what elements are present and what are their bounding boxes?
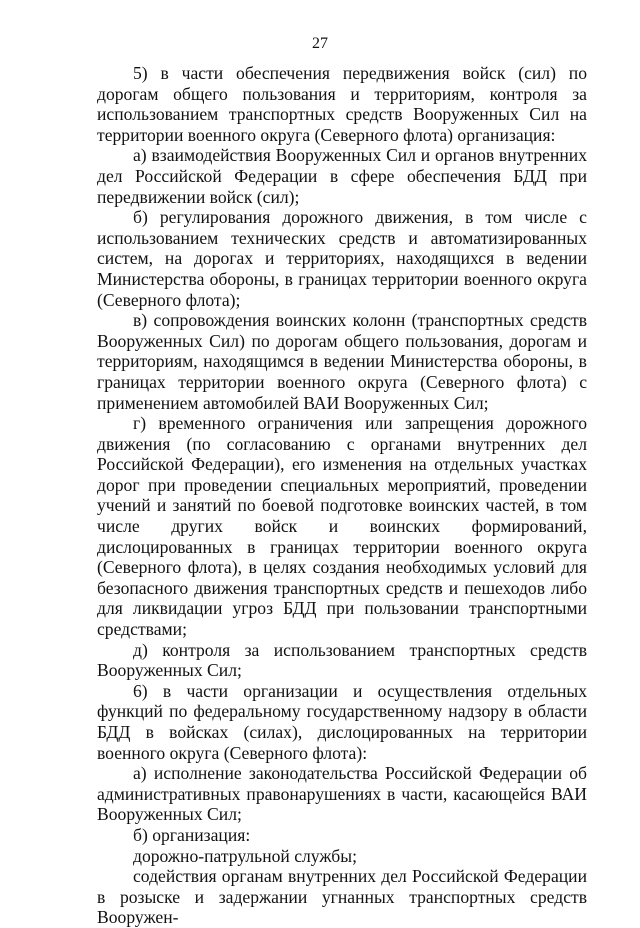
document-body: [97, 63, 587, 928]
paragraph-item-5v: в) сопровождения воинских колонн (транспортных средств Вооруженных Сил) по дорогам общего пользования, дорогам и территориям, находящимся в ведении Министерства обороны, в границах территории военного округа (Северного флота) с применением автомобилей ВАИ Вооруженных Сил;: [97, 310, 587, 413]
paragraph-item-6b: б) организация:: [133, 824, 251, 845]
paragraph-item-5a: а) взаимодействия Вооруженных Сил и органов внутренних дел Российской Федерации в сфере обеспечения БДД при передвижении войск (сил);: [97, 145, 587, 207]
paragraph-item-5b: б) регулирования дорожного движения, в том числе с использованием технических средств и автоматизированных систем, на дорогах и территориях, находящихся в ведении Министерства обороны, в границах территории военного округа (Северного флота);: [97, 207, 587, 310]
paragraph-item-5: 5) в части обеспечения передвижения войск (сил) по дорогам общего пользования и территориям, контроля за использованием транспортных средств Вооруженных Сил на территории военного округа (Северного флота) организация:: [97, 63, 587, 145]
paragraph-assistance: содействия органам внутренних дел Российской Федерации в розыске и задержании угнанных транспортных средств Вооружен-: [97, 866, 587, 928]
paragraph-item-5d: д) контроля за использованием транспортных средств Вооруженных Сил;: [97, 639, 587, 681]
paragraph-item-5g: г) временного ограничения или запрещения дорожного движения (по согласованию с органами внутренних дел Российской Федерации), его изменения на отдельных участках дорог при проведении специальных мероприятий, проведении учений и занятий по боевой подготовке воинских частей, в том числе других войск и воинских формирований, дислоцированных в границах территории военного округа (Северного флота), в целях создания необходимых условий для безопасного движения транспортных средств и пешеходов либо для ликвидации угроз БДД при пользовании транспортными средствами;: [97, 413, 587, 640]
paragraph-item-6: 6) в части организации и осуществления отдельных функций по федеральному государственному надзору в области БДД в войсках (силах), дислоцированных на территории военного округа (Северного флота):: [97, 680, 587, 763]
paragraph-item-6a: а) исполнение законодательства Российской Федерации об административных правонарушениях в части, касающейся ВАИ Вооруженных Сил;: [97, 763, 587, 825]
page-number: 27: [312, 35, 328, 52]
paragraph-patrol-service: дорожно-патрульной службы;: [133, 845, 357, 866]
